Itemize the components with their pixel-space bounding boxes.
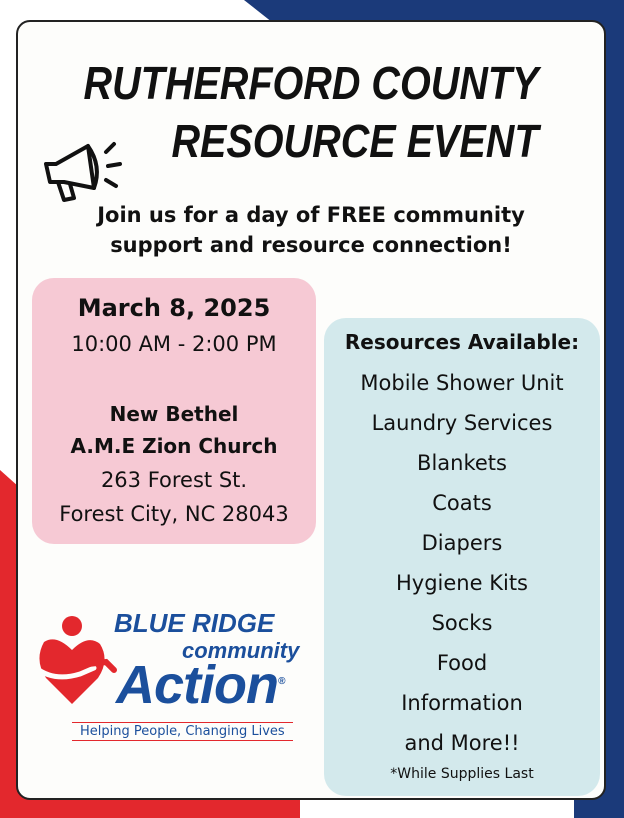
resource-item: Socks bbox=[431, 611, 493, 635]
venue-street: 263 Forest St. bbox=[100, 468, 248, 492]
resources-heading: Resources Available: bbox=[344, 330, 580, 354]
supplies-footnote: *While Supplies Last bbox=[390, 766, 534, 782]
logo-community: community bbox=[182, 638, 300, 663]
resource-item: Diapers bbox=[421, 531, 503, 555]
resource-item: Hygiene Kits bbox=[396, 571, 528, 595]
resource-item: and More!! bbox=[404, 731, 520, 755]
event-date: March 8, 2025 bbox=[77, 294, 271, 322]
resources-list bbox=[324, 366, 600, 766]
event-subtitle bbox=[18, 200, 604, 260]
venue-name-line2: A.M.E Zion Church bbox=[70, 434, 278, 458]
event-time: 10:00 AM - 2:00 PM bbox=[71, 332, 277, 356]
logo-action-text: Action bbox=[116, 655, 278, 715]
resource-item: Laundry Services bbox=[371, 411, 553, 435]
resource-item: Information bbox=[401, 691, 523, 715]
organization-logo bbox=[32, 608, 312, 738]
venue-city: Forest City, NC 28043 bbox=[59, 502, 289, 526]
subtitle-line1: Join us for a day of FREE community bbox=[97, 203, 525, 227]
resource-item: Coats bbox=[432, 491, 492, 515]
resource-item: Food bbox=[436, 651, 488, 675]
resources-panel bbox=[324, 318, 600, 796]
flyer-card bbox=[16, 20, 606, 800]
logo-action bbox=[116, 654, 284, 716]
subtitle-line2: support and resource connection! bbox=[110, 233, 512, 257]
resource-item: Blankets bbox=[417, 451, 507, 475]
venue-name-line1: New Bethel bbox=[109, 402, 239, 426]
resource-item: Mobile Shower Unit bbox=[360, 371, 564, 395]
registered-mark: ® bbox=[278, 676, 285, 687]
event-details-panel bbox=[32, 278, 316, 544]
heart-hug-icon bbox=[32, 612, 122, 708]
event-title-line2: RESOURCE EVENT bbox=[171, 115, 539, 167]
event-title-line1: RUTHERFORD COUNTY bbox=[83, 57, 539, 109]
logo-blue-ridge: BLUE RIDGE bbox=[114, 608, 275, 638]
logo-tagline: Helping People, Changing Lives bbox=[72, 722, 293, 741]
